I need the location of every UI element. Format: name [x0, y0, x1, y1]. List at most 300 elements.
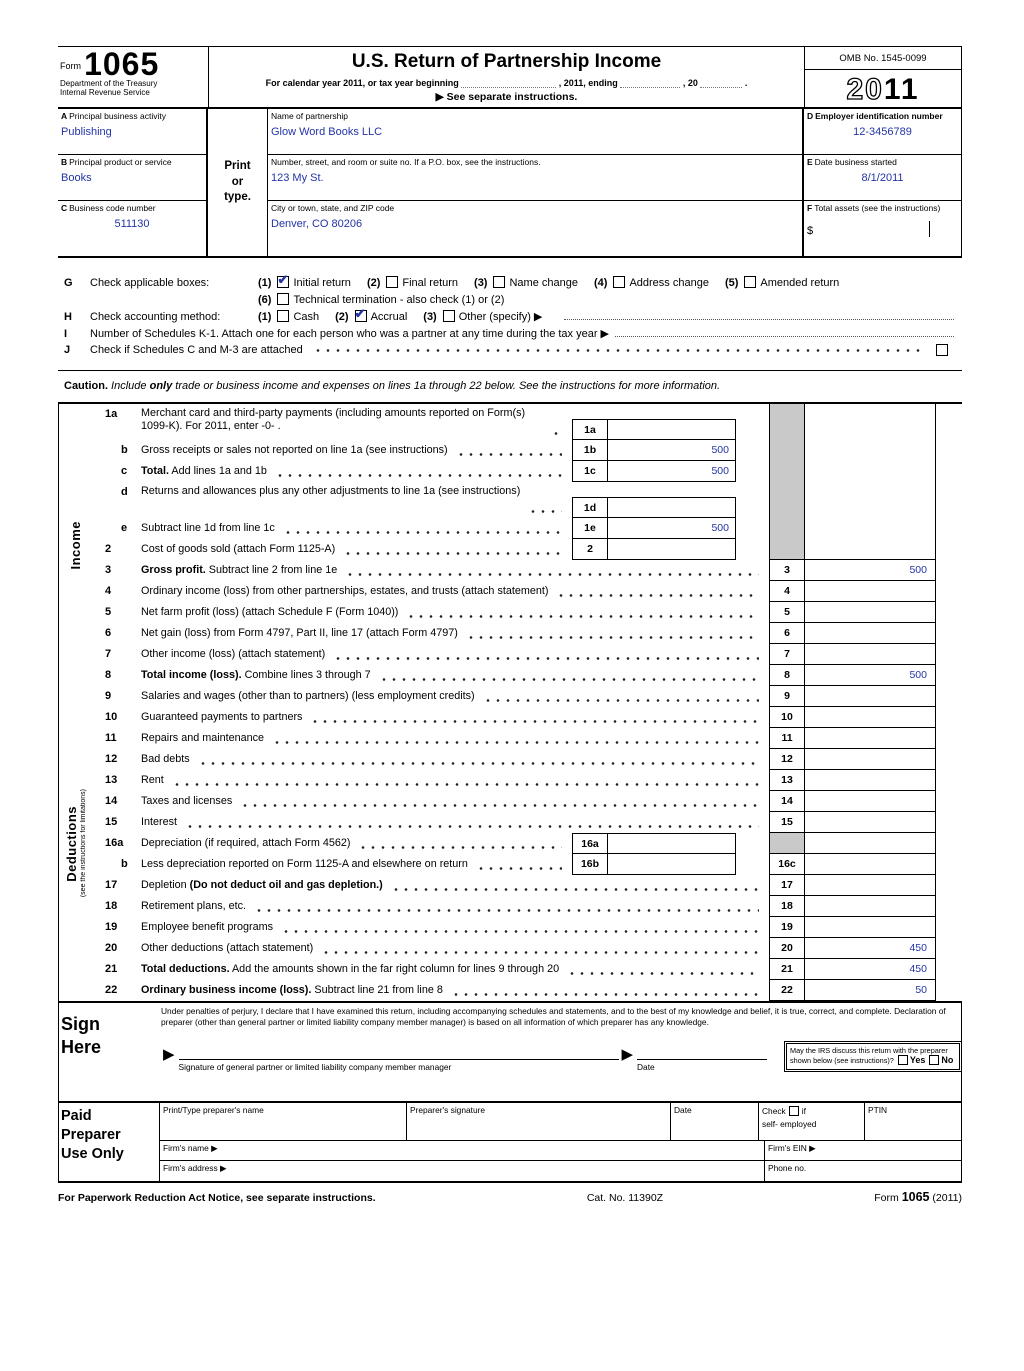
principal-business-activity-value[interactable]: Publishing: [61, 126, 112, 138]
field-ein: [804, 109, 961, 155]
row-spacer: [936, 980, 962, 1001]
business-code-value[interactable]: 511130: [114, 218, 150, 230]
firm-address-cell[interactable]: [160, 1161, 765, 1181]
line-description: Total deductions. Add the amounts shown in the far right column for lines 9 through 20: [137, 959, 769, 980]
deductions-strip: [59, 686, 91, 1001]
line-number: 18: [105, 900, 118, 912]
dot-leader: [483, 699, 759, 702]
total-assets-entry: [807, 221, 958, 237]
street-address-label: Number, street, and room or suite no. If a P.O. box, see the instructions.: [271, 157, 541, 167]
field-d-label: Employer identification number: [815, 111, 943, 121]
sign-here-label: [59, 1003, 159, 1101]
line-description: Depletion (Do not deduct oil and gas depletion.): [137, 875, 769, 896]
form-1065-page: [58, 46, 962, 1204]
right-amount-cell[interactable]: 500: [805, 560, 936, 581]
dot-leader: [556, 594, 759, 597]
row-spacer: [936, 917, 962, 938]
line-description: Gross profit. Subtract line 2 from line 1e: [137, 560, 769, 581]
right-line-ref: 10: [769, 707, 805, 728]
schedule-row: [91, 539, 962, 560]
mid-amount-cell[interactable]: 500: [608, 440, 736, 461]
line-number: b: [121, 444, 128, 456]
print-word: Print: [224, 160, 251, 173]
preparer-signature-label: Preparer's signature: [409, 1105, 486, 1115]
mid-line-ref: 16a: [572, 833, 608, 854]
dot-leader: [551, 432, 562, 435]
form-footer: [58, 1183, 962, 1204]
line-g-row2: [258, 293, 962, 306]
line-description: Taxes and licenses: [137, 791, 769, 812]
line-j-label: Check if Schedules C and M-3 are attached: [90, 344, 303, 356]
row-spacer: [936, 623, 962, 644]
dot-leader: [321, 951, 759, 954]
mid-line-ref: 1e: [572, 518, 608, 539]
firm-name-cell[interactable]: [160, 1141, 765, 1160]
right-amount-cell[interactable]: [805, 686, 936, 707]
line-number: 14: [105, 795, 118, 807]
right-amount-cell[interactable]: [805, 461, 936, 482]
schedule-row: [91, 686, 962, 707]
principal-product-value[interactable]: Books: [61, 172, 92, 184]
line-number: 13: [105, 774, 118, 786]
right-amount-cell[interactable]: [805, 770, 936, 791]
line-description: Other deductions (attach statement): [137, 938, 769, 959]
h-item-cash: [258, 310, 319, 323]
right-amount-cell[interactable]: [805, 749, 936, 770]
schedule-row: [91, 812, 962, 833]
row-spacer: [936, 728, 962, 749]
deduction-rows: [91, 686, 962, 1001]
line-number: 15: [105, 816, 118, 828]
right-line-ref: [769, 518, 805, 539]
right-line-ref: 13: [769, 770, 805, 791]
ein-value[interactable]: 12-3456789: [853, 126, 912, 138]
line-number: 3: [105, 564, 112, 576]
technical-termination-checkbox[interactable]: [277, 293, 289, 305]
right-amount-cell[interactable]: [805, 728, 936, 749]
line-number: 12: [105, 753, 118, 765]
income-deductions-schedule: [58, 402, 962, 1003]
field-total-assets: [804, 201, 961, 256]
dot-leader: [391, 888, 759, 891]
checkbox-section: [58, 258, 962, 371]
right-amount-cell[interactable]: [805, 404, 936, 440]
h2-label: Accrual: [370, 311, 408, 323]
line-description: Bad debts: [137, 749, 769, 770]
signature-arrow-icon: ▶: [163, 1045, 175, 1063]
row-spacer: [936, 896, 962, 917]
g6-number: (6): [258, 294, 272, 306]
line-g-letter: G: [64, 276, 73, 289]
right-amount-cell[interactable]: [805, 707, 936, 728]
line-number: 22: [105, 984, 118, 996]
schedule-row: [91, 623, 962, 644]
line-description: Employee benefit programs: [137, 917, 769, 938]
calendar-tail-text: .: [744, 78, 748, 88]
form-word: Form: [60, 61, 81, 71]
mid-amount-cell[interactable]: [608, 419, 736, 440]
discuss-yes-checkbox[interactable]: [898, 1055, 908, 1065]
g-item-address-change: [594, 276, 709, 289]
field-e-label: Date business started: [814, 157, 897, 167]
tax-year-end-year-input[interactable]: [700, 78, 742, 88]
caution-emph: only: [149, 380, 173, 392]
line-number: e: [121, 522, 128, 534]
schedule-row: [91, 728, 962, 749]
line-description: Retirement plans, etc.: [137, 896, 769, 917]
date-business-started-value[interactable]: 8/1/2011: [861, 172, 904, 184]
calendar-end-text: , 20: [682, 78, 698, 88]
line-number: d: [121, 486, 128, 498]
footer-form-id: [874, 1190, 962, 1204]
field-principal-product: [58, 155, 206, 201]
row-spacer: [936, 518, 962, 539]
line-description: Net farm profit (loss) (attach Schedule F (Form 1040)): [137, 602, 769, 623]
name-change-checkbox[interactable]: [493, 276, 505, 288]
row-spacer: [936, 461, 962, 482]
preparer-word: Preparer: [61, 1126, 121, 1143]
right-line-ref: 19: [769, 917, 805, 938]
right-line-ref: 14: [769, 791, 805, 812]
row-spacer: [936, 959, 962, 980]
cash-method-checkbox[interactable]: [277, 310, 289, 322]
discuss-no-checkbox[interactable]: [929, 1055, 939, 1065]
g2-number: (2): [366, 277, 381, 289]
right-line-ref: 20: [769, 938, 805, 959]
row-spacer: [936, 560, 962, 581]
line-number: c: [121, 465, 128, 477]
right-line-ref: [769, 833, 805, 854]
dept-line2: Internal Revenue Service: [60, 88, 150, 98]
dot-leader: [240, 804, 759, 807]
preparer-date-label: Date: [674, 1105, 692, 1115]
paperwork-notice: For Paperwork Reduction Act Notice, see separate instructions.: [58, 1192, 376, 1204]
line-number: 20: [105, 942, 118, 954]
right-line-ref: 6: [769, 623, 805, 644]
dot-leader: [333, 657, 759, 660]
line-description: Less depreciation reported on Form 1125-A and elsewhere on return: [137, 854, 572, 875]
line-description: Interest: [137, 812, 769, 833]
right-amount-cell[interactable]: 450: [805, 959, 936, 980]
g-item-technical-termination: [258, 293, 504, 306]
line-number: 4: [105, 585, 112, 597]
use-only-words: Use Only: [61, 1145, 124, 1162]
deductions-vertical-label: Deductions: [63, 805, 79, 882]
dot-leader: [185, 825, 759, 828]
schedules-k1-count-input[interactable]: [615, 336, 954, 337]
row-spacer: [936, 482, 962, 518]
field-e-letter: E: [807, 157, 813, 167]
right-amount-cell[interactable]: [805, 539, 936, 560]
preparer-signature-cell[interactable]: [407, 1103, 671, 1140]
h3-label: Other (specify) ▶: [458, 311, 543, 323]
line-i-letter: I: [64, 327, 68, 340]
type-word: type.: [224, 191, 251, 204]
preparer-name-cell[interactable]: [160, 1103, 407, 1140]
line-g-label: Check applicable boxes:: [90, 276, 210, 289]
other-method-input[interactable]: [564, 319, 954, 320]
g5-number: (5): [724, 277, 739, 289]
mid-amount-cell[interactable]: [608, 497, 736, 518]
row-spacer: [936, 665, 962, 686]
amended-return-checkbox[interactable]: [744, 276, 756, 288]
title-block: [208, 47, 804, 107]
mid-amount-cell[interactable]: 500: [608, 518, 736, 539]
street-address-value[interactable]: 123 My St.: [271, 172, 324, 184]
line-number: 10: [105, 711, 118, 723]
right-line-ref: [769, 482, 805, 518]
right-line-ref: [769, 539, 805, 560]
mid-gap: [736, 539, 769, 560]
signature-date-block: [637, 1044, 767, 1072]
partnership-name-value[interactable]: Glow Word Books LLC: [271, 126, 383, 138]
omb-year-block: [804, 47, 962, 107]
income-vertical-label: Income: [67, 520, 83, 570]
line-j-row: [64, 344, 962, 356]
dept-line1: Department of the Treasury: [60, 78, 158, 88]
schedule-row: [91, 404, 962, 440]
dot-leader: [456, 453, 562, 456]
schedule-row: [91, 581, 962, 602]
right-amount-cell[interactable]: [805, 875, 936, 896]
right-line-ref: 22: [769, 980, 805, 1001]
date-arrow-icon: ▶: [621, 1045, 633, 1063]
name-address-fields: [268, 109, 802, 256]
schedule-row: [91, 833, 962, 854]
line-description: Net gain (loss) from Form 4797, Part II, line 17 (attach Form 4797): [137, 623, 769, 644]
signature-block: [179, 1044, 620, 1072]
signature-date-input[interactable]: [637, 1044, 767, 1060]
right-amount-cell[interactable]: [805, 644, 936, 665]
final-return-checkbox[interactable]: [386, 276, 398, 288]
line-description: Total income (loss). Combine lines 3 through 7: [137, 665, 769, 686]
firm-name-label: Firm's name ▶: [163, 1143, 218, 1153]
field-b-label: Principal product or service: [69, 157, 172, 167]
line-description: Gross receipts or sales not reported on line 1a (see instructions): [137, 440, 572, 461]
right-amount-cell[interactable]: [805, 833, 936, 854]
right-line-ref: 11: [769, 728, 805, 749]
line-description: Cost of goods sold (attach Form 1125-A): [137, 539, 572, 560]
income-strip: [59, 404, 91, 686]
or-word: or: [231, 175, 244, 188]
dot-leader: [476, 867, 562, 870]
right-amount-cell[interactable]: 450: [805, 938, 936, 959]
preparer-row-3: [160, 1161, 961, 1181]
address-change-checkbox[interactable]: [613, 276, 625, 288]
income-section: [59, 404, 962, 686]
right-amount-cell[interactable]: 500: [805, 665, 936, 686]
dot-leader: [528, 510, 562, 513]
right-line-ref: 21: [769, 959, 805, 980]
g3-number: (3): [474, 277, 488, 289]
dot-leader: [172, 783, 759, 786]
form-header: [58, 46, 962, 109]
row-spacer: [936, 749, 962, 770]
form-id-block: [58, 47, 208, 107]
g4-label: Address change: [629, 277, 709, 289]
row-spacer: [936, 644, 962, 665]
line-number: 5: [105, 606, 112, 618]
ptin-cell[interactable]: [865, 1103, 961, 1140]
left-entity-column: [58, 109, 206, 256]
perjury-statement: Under penalties of perjury, I declare that I have examined this return, including accompanying schedules and statements, and to the best of my knowledge and belief, it is true, correct, and complete. Declaration of preparer (other than general partner or limited liability company member manager) is based on all information of which preparer has any knowledge.: [161, 1006, 946, 1027]
income-rows: [91, 404, 962, 686]
mid-amount-cell[interactable]: [608, 854, 736, 875]
dot-leader: [310, 720, 759, 723]
right-amount-cell[interactable]: [805, 917, 936, 938]
self-employed-cell: [759, 1103, 865, 1140]
other-method-checkbox[interactable]: [443, 310, 455, 322]
schedule-row: [91, 791, 962, 812]
preparer-grid: [159, 1103, 961, 1181]
accrual-method-checkbox[interactable]: [355, 310, 367, 322]
caution-rest: trade or business income and expenses on lines 1a through 22 below. See the instructions for more information.: [172, 380, 721, 392]
schedule-row: [91, 980, 962, 1001]
right-line-ref: 16c: [769, 854, 805, 875]
line-number: 9: [105, 690, 112, 702]
check-word: Check: [762, 1106, 786, 1116]
calendar-mid-text: , 2011, ending: [558, 78, 618, 88]
tax-year-begin-input[interactable]: [461, 78, 556, 88]
dot-leader: [406, 615, 759, 618]
right-line-ref: [769, 461, 805, 482]
mid-line-ref: 1c: [572, 461, 608, 482]
g2-label: Final return: [402, 277, 459, 289]
paid-preparer-label: [59, 1103, 159, 1181]
line-number: 17: [105, 879, 118, 891]
h3-number: (3): [423, 311, 437, 323]
preparer-row-1: [160, 1103, 961, 1141]
schedule-row: [91, 770, 962, 791]
self-employed-words: self- employed: [762, 1118, 817, 1129]
signature-row: [161, 1044, 767, 1072]
row-spacer: [936, 404, 962, 440]
firm-address-label: Firm's address ▶: [163, 1163, 227, 1173]
if-word: if: [801, 1106, 806, 1116]
right-amount-cell[interactable]: [805, 602, 936, 623]
name-address-block: [206, 109, 804, 256]
dot-leader: [198, 762, 759, 765]
row-spacer: [936, 875, 962, 896]
mid-gap: [736, 833, 769, 854]
schedule-row: [91, 875, 962, 896]
right-amount-cell[interactable]: [805, 440, 936, 461]
entity-info-section: [58, 109, 962, 258]
dot-leader: [283, 531, 562, 534]
print-or-type-label: [208, 109, 268, 256]
schedule-row: [91, 959, 962, 980]
right-amount-cell[interactable]: [805, 623, 936, 644]
right-amount-cell[interactable]: [805, 896, 936, 917]
signature-date-caption: Date: [637, 1061, 655, 1072]
field-partnership-name: [268, 109, 802, 155]
line-h-row: [64, 310, 962, 323]
g-item-amended-return: [725, 276, 839, 289]
deductions-vertical-sublabel: (see the instructions for limitations): [79, 789, 87, 898]
footer-form-year: (2011): [932, 1192, 962, 1204]
row-spacer: [936, 833, 962, 854]
g6-label: Technical termination - also check (1) or (2): [293, 294, 505, 306]
initial-return-checkbox[interactable]: [277, 276, 289, 288]
mid-amount-cell[interactable]: 500: [608, 461, 736, 482]
line-description: Ordinary business income (loss). Subtract line 21 from line 8: [137, 980, 769, 1001]
right-amount-cell[interactable]: [805, 854, 936, 875]
omb-number: OMB No. 1545-0099: [805, 47, 961, 70]
field-f-label: Total assets (see the instructions): [814, 203, 941, 213]
discuss-yes-label: Yes: [909, 1055, 926, 1066]
line-number: 6: [105, 627, 112, 639]
right-entity-column: [804, 109, 962, 256]
mid-amount-cell[interactable]: [608, 539, 736, 560]
phone-cell[interactable]: [765, 1161, 961, 1181]
mid-line-ref: 1a: [572, 419, 608, 440]
firm-ein-cell[interactable]: [765, 1141, 961, 1160]
h1-label: Cash: [293, 311, 320, 323]
right-amount-cell[interactable]: [805, 518, 936, 539]
right-amount-cell[interactable]: [805, 482, 936, 518]
dot-leader: [343, 552, 562, 555]
right-line-ref: 12: [769, 749, 805, 770]
schedule-row: [91, 917, 962, 938]
dot-leader: [567, 972, 759, 975]
preparer-date-cell[interactable]: [671, 1103, 759, 1140]
self-employed-checkbox[interactable]: [789, 1106, 799, 1116]
right-amount-cell[interactable]: 50: [805, 980, 936, 1001]
sign-here-main: [159, 1003, 961, 1101]
dot-leader: [275, 474, 562, 477]
see-instructions-note: ▶ See separate instructions.: [435, 91, 578, 103]
g-item-name-change: [474, 276, 578, 289]
right-amount-cell[interactable]: [805, 581, 936, 602]
line-j-dot-leader: [313, 349, 924, 352]
line-number: 7: [105, 648, 112, 660]
right-line-ref: [769, 440, 805, 461]
line-description: Depreciation (if required, attach Form 4562): [137, 833, 572, 854]
right-line-ref: 9: [769, 686, 805, 707]
schedules-c-m3-checkbox[interactable]: [936, 344, 948, 356]
line-h-letter: H: [64, 310, 72, 323]
line-g-row: [64, 276, 962, 289]
irs-discuss-text: May the IRS discuss this return with the preparer shown below (see instructions)?: [790, 1046, 948, 1066]
line-number: 8: [105, 669, 112, 681]
line-i-label: Number of Schedules K-1. Attach one for each person who was a partner at any time during the tax year ▶: [90, 328, 610, 340]
tax-year-end-input[interactable]: [620, 78, 680, 88]
year-outline-digits: 20: [846, 73, 884, 106]
row-spacer: [936, 686, 962, 707]
line-description: Merchant card and third-party payments (including amounts reported on Form(s) 1099-K). For 2011, enter -0- .: [137, 404, 572, 440]
g-item-initial-return: [258, 276, 351, 289]
schedule-row: [91, 461, 962, 482]
schedule-row: [91, 938, 962, 959]
line-description: Other income (loss) (attach statement): [137, 644, 769, 665]
footer-form-number: 1065: [901, 1190, 930, 1204]
mid-amount-cell[interactable]: [608, 833, 736, 854]
city-state-zip-value[interactable]: Denver, CO 80206: [271, 218, 363, 230]
partnership-name-label: Name of partnership: [271, 111, 349, 121]
field-principal-business-activity: [58, 109, 206, 155]
right-line-ref: [769, 404, 805, 440]
right-amount-cell[interactable]: [805, 791, 936, 812]
line-number: 21: [105, 963, 118, 975]
row-spacer: [936, 938, 962, 959]
g1-number: (1): [258, 277, 272, 289]
partner-signature-input[interactable]: [179, 1044, 620, 1060]
right-amount-cell[interactable]: [805, 812, 936, 833]
line-description: Guaranteed payments to partners: [137, 707, 769, 728]
row-spacer: [936, 539, 962, 560]
dot-leader: [379, 678, 759, 681]
h1-number: (1): [258, 311, 272, 323]
